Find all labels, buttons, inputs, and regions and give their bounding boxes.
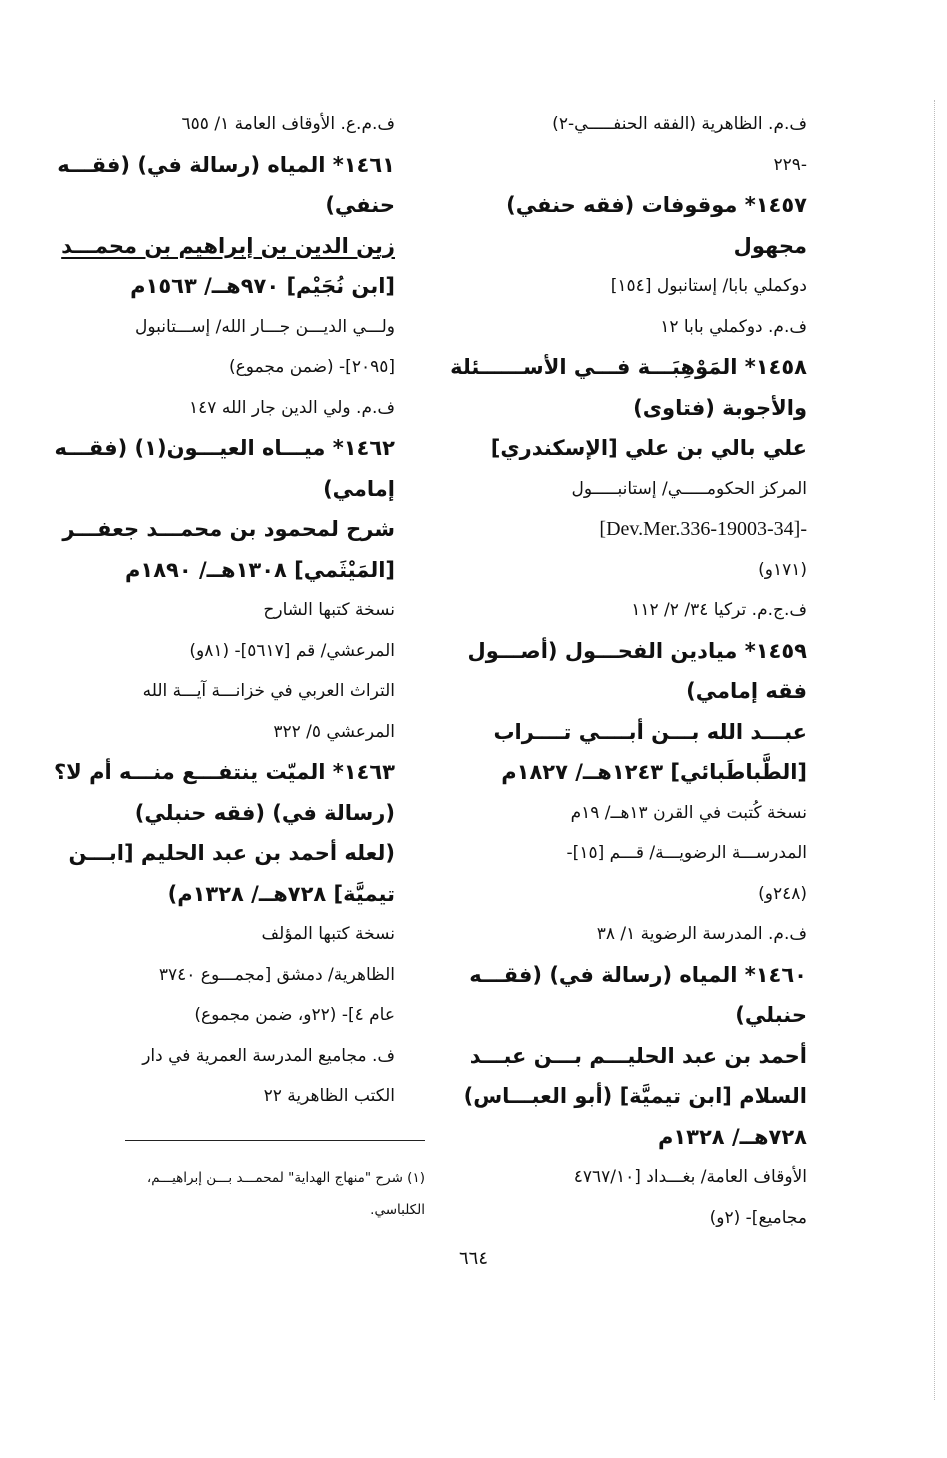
right-column-line: مجاميع]- (٢و) bbox=[709, 1207, 807, 1228]
left-column-line: تيميَّة] ٧٢٨هــ/ ١٣٢٨م) bbox=[167, 881, 395, 906]
right-column-line: (٢٤٨و) bbox=[758, 883, 807, 904]
left-column-line: زين الدين بن إبراهيم بن محمـــد bbox=[61, 233, 395, 258]
left-column-line: (رسالة في) (فقه حنبلي) bbox=[134, 800, 395, 825]
left-column-line: المرعشي/ قم [٥٦١٧]- (٨١و) bbox=[189, 640, 395, 661]
right-column-line: والأجوبة (فتاوى) bbox=[633, 395, 807, 420]
right-column-line: المدرســـة الرضويـــة/ قـــم [١٥]- bbox=[566, 843, 807, 863]
left-column-line: حنفي) bbox=[325, 193, 395, 217]
right-column-line: نسخة كُتبت في القرن ١٣هــ/ ١٩م bbox=[570, 802, 807, 823]
left-column-line: ف.م.ع. الأوقاف العامة ١/ ٦٥٥ bbox=[181, 114, 395, 134]
right-column-line: علي بالي بن علي [الإسكندري] bbox=[490, 436, 807, 460]
left-column-line: المرعشي ٥/ ٣٢٢ bbox=[273, 721, 395, 742]
right-column-line: -٢٢٩ bbox=[773, 154, 807, 175]
right-column-line: الأوقاف العامة/ بغـــداد [٤٧٦٧/١٠ bbox=[573, 1167, 807, 1187]
right-column-line: دوكملي بابا/ إستانبول [١٥٤] bbox=[610, 276, 807, 296]
right-column-line: [الطَّباطَبائي] ١٢٤٣هــ/ ١٨٢٧م bbox=[501, 760, 807, 784]
left-column-line: نسخة كتبها المؤلف bbox=[261, 924, 395, 944]
right-column-line: عبـــد الله بـــن أبــــي تــــراب bbox=[493, 719, 807, 744]
left-column-line: ولـــي الديـــن جـــار الله/ إســـتانبول bbox=[135, 316, 395, 337]
left-column-line: نسخة كتبها الشارح bbox=[263, 600, 395, 620]
left-column-line: الظاهرية/ دمشق [مجمـــوع ٣٧٤٠ bbox=[158, 964, 395, 985]
left-column-line: شرح لمحمود بن محمـــد جعفـــر bbox=[62, 517, 395, 541]
right-column bbox=[450, 104, 807, 1238]
right-column-line: أحمد بن عبد الحليـــم بـــن عبـــد bbox=[469, 1043, 807, 1068]
left-column-line: الكتب الظاهرية ٢٢ bbox=[263, 1086, 395, 1106]
scan-edge-artifact bbox=[934, 100, 937, 1400]
right-column-line: ف.م. الظاهرية (الفقه الحنفـــــي-٢) bbox=[552, 114, 807, 134]
right-column-line: المركز الحكومـــــي/ إستانبـــــول bbox=[571, 478, 807, 499]
right-column-line: السلام [ابن تيميَّة] (أبو العبـــاس) bbox=[463, 1084, 807, 1108]
right-column-line: مجهول bbox=[733, 233, 807, 258]
left-column-line: ١٤٦١* المياه (رسالة في) (فقـــه bbox=[57, 152, 395, 177]
right-column-line: حنبلي) bbox=[735, 1003, 807, 1027]
left-column-line: (لعله أحمد بن عبد الحليم [ابـــن bbox=[68, 841, 395, 865]
left-column-line: ف.م. ولي الدين جار الله ١٤٧ bbox=[189, 397, 395, 418]
left-column-line: ١٤٦٢* ميـــاه العيـــون(١) (فقـــه bbox=[54, 436, 395, 460]
right-column-line: ١٤٦٠* المياه (رسالة في) (فقـــه bbox=[469, 962, 807, 987]
right-column-line: ف.م. دوكملي بابا ١٢ bbox=[660, 316, 807, 337]
left-column-line: إمامي) bbox=[323, 476, 395, 501]
footnote bbox=[125, 1162, 425, 1226]
left-column-line: [المَيْثَمي] ١٣٠٨هــ/ ١٨٩٠م bbox=[124, 557, 395, 582]
right-column-line: -[34-Dev.Mer.336-19003] bbox=[599, 518, 807, 540]
right-column-line: (١٧١و) bbox=[758, 559, 807, 580]
right-column-line: ف.ج.م. تركيا ٣٤/ ٢/ ١١٢ bbox=[631, 600, 807, 620]
footnote-line: الكلباسي. bbox=[370, 1202, 425, 1218]
left-column-line: عام ٤]- (٢٢و، ضمن مجموع) bbox=[194, 1005, 395, 1025]
left-column-line: ١٤٦٣* الميّت ينتفـــع منـــه أم لا؟ bbox=[53, 760, 395, 784]
left-column-line: التراث العربي في خزانـــة آيـــة الله bbox=[142, 681, 395, 701]
right-column-line: فقه إمامي) bbox=[686, 679, 807, 703]
footnote-line: (١) شرح "منهاج الهداية" لمحمـــد بـــن إبراهيـــم، bbox=[146, 1170, 425, 1186]
right-column-line: ١٤٥٧* موقوفات (فقه حنفي) bbox=[506, 193, 807, 217]
right-column-line: ١٤٥٩* ميادين الفحـــول (أصـــول bbox=[467, 638, 807, 663]
right-column-line: ف.م. المدرسة الرضوية ١/ ٣٨ bbox=[596, 924, 807, 944]
right-column-line: ١٤٥٨* المَوْهِبَـــة فـــي الأســــــئلة bbox=[450, 355, 807, 379]
left-column-line: [٢٠٩٥]- (ضمن مجموع) bbox=[228, 357, 395, 377]
left-column-line: [ابن نُجَيْم] ٩٧٠هــ/ ١٥٦٣م bbox=[130, 274, 395, 298]
right-column-line: ٧٢٨هــ/ ١٣٢٨م bbox=[657, 1124, 807, 1149]
left-column-line: ف. مجاميع المدرسة العمرية في دار bbox=[142, 1045, 395, 1066]
page-number: ٦٦٤ bbox=[458, 1248, 488, 1269]
left-column bbox=[53, 104, 395, 1117]
footnote-separator bbox=[125, 1140, 425, 1141]
